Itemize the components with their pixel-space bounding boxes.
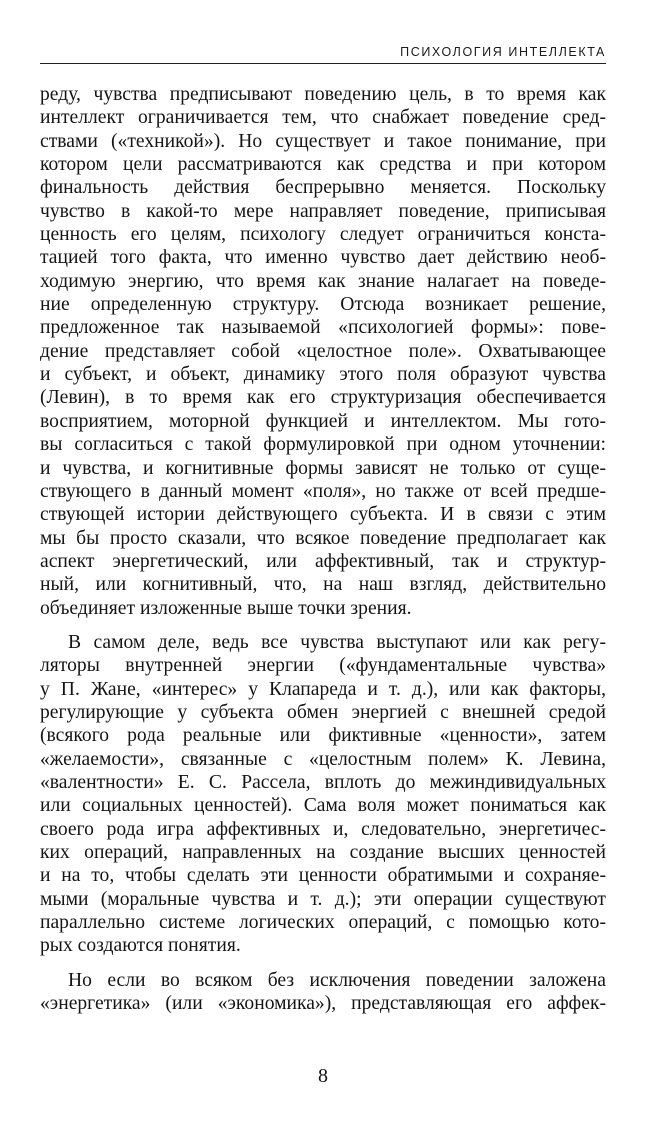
text-line: интеллект ограничивается тем, что снабжает поведение сред- xyxy=(40,107,606,129)
text-line: дение представляет собой «целостное поле». Охватывающее xyxy=(40,340,606,362)
text-line: тацией того факта, что именно чувство дает действию необ- xyxy=(40,247,606,269)
paragraph-gap xyxy=(40,620,606,631)
text-line: вы согласиться с такой формулировкой при одном уточнении: xyxy=(40,434,606,456)
text-line: «желаемости», связанные с «целостным полем» К. Левина, xyxy=(40,748,606,770)
text-line: котором цели рассматриваются как средства и при котором xyxy=(40,154,606,176)
body-text xyxy=(40,83,606,1015)
text-line: ляторы внутренней энергии («фундаментальные чувства» xyxy=(40,655,606,677)
paragraph xyxy=(40,969,606,1016)
paragraph-gap xyxy=(40,958,606,969)
text-line: и субъект, и объект, динамику этого поля образуют чувства xyxy=(40,364,606,386)
text-line: мыми (моральные чувства и т. д.); эти операции существуют xyxy=(40,888,606,910)
header-rule xyxy=(40,63,606,64)
text-line: ствующего в данный момент «поля», но также от всей предше- xyxy=(40,480,606,502)
paragraph xyxy=(40,631,606,958)
text-line: и на то, чтобы сделать эти ценности обратимыми и сохраняе- xyxy=(40,865,606,887)
text-line: В самом деле, ведь все чувства выступают или как регу- xyxy=(68,631,606,653)
text-line: ствами («техникой»). Но существует и такое понимание, при xyxy=(40,130,606,152)
text-line: ценность его целям, психологу следует ограничиться конста- xyxy=(40,224,606,246)
text-line: «энергетика» (или «экономика»), представляющая его аффек- xyxy=(40,993,606,1015)
text-line: ствующей истории действующего субъекта. И в связи с этим xyxy=(40,504,606,526)
text-line: (Левин), в то время как его структуризация обеспечивается xyxy=(40,387,606,409)
text-line: рых создаются понятия. xyxy=(40,935,241,957)
text-line: регулирующие у субъекта обмен энергией с внешней средой xyxy=(40,701,606,723)
text-line: аспект энергетический, или аффективный, так и структур- xyxy=(40,550,606,572)
text-line: параллельно системе логических операций, с помощью кото- xyxy=(40,912,606,934)
text-line: и чувства, и когнитивные формы зависят не только от суще- xyxy=(40,457,606,479)
page-number: 8 xyxy=(318,1065,328,1087)
text-line: ный, или когнитивный, что, на наш взгляд, действительно xyxy=(40,574,606,596)
running-head: ПСИХОЛОГИЯ ИНТЕЛЛЕКТА xyxy=(400,45,606,59)
text-line: у П. Жане, «интерес» у Клапареда и т. д.), или как факторы, xyxy=(40,678,606,700)
text-line: «валентности» Е. С. Рассела, вплоть до межиндивидуальных xyxy=(40,771,606,793)
text-line: или социальных ценностей). Сама воля может пониматься как xyxy=(40,795,606,817)
text-line: финальность действия беспрерывно меняется. Поскольку xyxy=(40,177,606,199)
text-line: объединяет изложенные выше точки зрения. xyxy=(40,597,412,619)
text-line: ких операций, направленных на создание высших ценностей xyxy=(40,842,606,863)
paragraph xyxy=(40,83,606,620)
text-line: восприятием, моторной функцией и интеллектом. Мы гото- xyxy=(40,410,606,432)
text-line: ние определенную структуру. Отсюда возникает решение, xyxy=(40,294,606,316)
text-line: чувство в какой-то мере направляет поведение, приписывая xyxy=(40,200,606,222)
text-line: (всякого рода реальные или фиктивные «ценности», затем xyxy=(40,725,606,747)
text-line: предложенное так называемой «психологией формы»: пове- xyxy=(40,317,606,339)
text-line: мы бы просто сказали, что всякое поведение предполагает как xyxy=(40,527,606,549)
text-line: своего рода игра аффективных и, следовательно, энергетичес- xyxy=(40,818,606,840)
text-line: Но если во всяком без исключения поведении заложена xyxy=(68,969,606,991)
text-line: ходимую энергию, что время как знание налагает на поведе- xyxy=(40,270,606,292)
text-line: реду, чувства предписывают поведению цель, в то время как xyxy=(40,84,606,105)
